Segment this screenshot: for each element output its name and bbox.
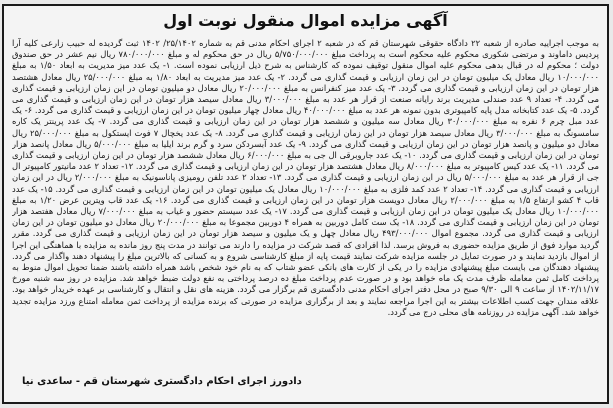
notice-title: آگهی مزایده اموال منقول نوبت اول xyxy=(163,11,448,30)
notice-body: به موجب اجراییه صادره از شعبه ۲۲ دادگاه حقوقی شهرستان قم که در شعبه ۲ اجرای احکام مدنی قم به شماره ۲۵/۱۴۰۲/ ۱۴۰۲ ثبت گردیده له حبیب زارعی کلیه آرا پردیس داماوند و مرتضی شکوری محکوم علیه محکوم است به پرداخت مبلغ ۵/۷۵۰/۰۰۰/۰۰۰ ریال در حق محکوم له و مبلغ ۷۸۰/۰۰۰/۰۰۰ ریال نیم عشر در حق صندوق دولت ؛ محکوم له در قبال بدهی محکوم علیه اموال منقول توقیف نموده که کارشناس به شرح ذیل ارزیابی نموده است. ۱- یک عدد میز مدیریت به ابعاد ۱/۵۰ به مبلغ ۱۰/۰۰۰/۰۰۰ ریال معادل یک میلیون تومان در این زمان ارزیابی و قیمت گذاری می گردد. ۲- یک عدد میز مدیریت به ابعاد ۱/۸۰ به مبلغ ۲۵/۰۰۰/۰۰۰ ریال معادل هشتصد هزار تومان در این زمان ارزیابی و قیمت گذاری می گردد. ۳- یک عدد میز کنفرانس به مبلغ ۲۰/۰۰۰/۰۰۰ ریال معادل دو میلیون تومان در این زمان ارزیابی و قیمت گذاری می گردد. ۴- تعداد ۹ عدد صندلی مدیریت برند رایانه صنعت از قرار هر عدد به مبلغ ۳/۰۰۰/۰۰۰ ریال معادل سیصد هزار تومان در این زمان ارزیابی و قیمت گذاری می گردد. ۵- یک عدد کتابخانه مدل پایه کامپیوتری بدون نمونه هر عدد به مبلغ ۴۰/۰۰۰/۰۰۰ ریال معادل چهار میلیون تومان در این زمان ارزیابی و قیمت گذاری می گردد. ۶- یک عدد مبل چرم ۶ نفره به مبلغ ۳۰/۰۰۰/۰۰۰ ریال معادل سه میلیون و ششصد هزار تومان در این زمان ارزیابی و قیمت گذاری می گردد. ۷- یک عدد پرینتر یک کاره سامسونگ به مبلغ ۳/۰۰۰/۰۰۰ ریال معادل سیصد هزار تومان در این زمان ارزیابی و قیمت گذاری می گردد. ۸- یک عدد یخچال ۷ فوت ایستکول به مبلغ ۲۵/۰۰۰/۰۰۰ ریال معادل دو میلیون و پانصد هزار تومان در این زمان ارزیابی و قیمت گذاری می گردد. ۹- یک عدد آبسردکن سرد و گرم برند ایلیا به مبلغ ۵/۰۰۰/۰۰۰ ریال معادل پانصد هزار تومان در این زمان ارزیابی و قیمت گذاری می گردد. ۱۰- یک عدد جاروبرقی ال جی به مبلغ ۶/۰۰۰/۰۰۰ ریال معادل ششصد هزار تومان در این زمان ارزیابی و قیمت گذاری می گردد. ۱۱- یک عدد کیس کامپیوتر به مبلغ ۸/۰۰۰/۰۰۰ ریال معادل هشتصد هزار تومان در این زمان ارزیابی و قیمت گذاری می گردد. ۱۲- تعداد ۲ عدد مانیتور کامپیوتر ال جی از قرار هر عدد به مبلغ ۵/۰۰۰/۰۰۰ ریال در این زمان ارزیابی و قیمت گذاری می گردد. ۱۳- تعداد ۲ عدد تلفن رومیزی پاناسونیک به مبلغ ۲/۰۰۰/۰۰۰ ریال در این زمان ارزیابی و قیمت گذاری می گردد. ۱۴- تعداد ۲ عدد کمد فلزی به مبلغ ۱۰/۰۰۰/۰۰۰ ریال معادل یک میلیون تومان در این زمان ارزیابی و قیمت گذاری می گردد. ۱۵- یک عدد قاب ۴ کشو ارتفاع ۱/۵ به مبلغ ۲/۰۰۰/۰۰۰ ریال معادل دویست هزار تومان در این زمان ارزیابی و قیمت گذاری می گردد. ۱۶- یک عدد قاب ویترین عرض ۱/۲۰ به مبلغ ۱۰/۰۰۰/۰۰۰ ریال معادل یک میلیون تومان در این زمان ارزیابی و قیمت گذاری می گردد. ۱۷- یک عدد سیستم حضور و غیاب به مبلغ ۷/۰۰۰/۰۰۰ ریال معادل هفتصد هزار تومان در این زمان ارزیابی و قیمت گذاری می گردد. ۱۸- یک ست کامل دوربین به همراه ۴ دوربین مجموعا به مبلغ ۲۰/۰۰۰/۰۰۰ ریال معادل دو میلیون تومان در این زمان ارزیابی و قیمت گذاری می گردد. مجموع اموال ۴۹۳/۰۰۰/۰۰۰ ریال معادل چهل و یک میلیون و سیصد هزار تومان در این زمان ارزیابی و قیمت گذاری می گردد. مقرر گردید موارد فوق از طریق مزایده حضوری به فروش برسد. لذا افرادی که قصد شرکت در مزایده را دارند می توانند در مدت پنج روز مانده به مزایده با هماهنگی این اجرا از اموال بازدید نمایند و در صورت تمایل در جلسه مزایده شرکت نمایند قیمت پایه از مبلغ کارشناسی شروع و به کسانی که بالاترین مبلغ را پیشنهاد دهند واگذار می گردد. پیشنهاد دهندگان می بایست مبلغ پیشنهادی مزایده را در یکی از کارت های بانکی عضو شتاب که به نام خود شخص باشد همراه داشته باشند ضمنا تحویل اموال منوط به پرداخت کامل ثمن معامله ظرف مدت یک ماه خواهد بود و در صورت عدم پرداخت مبلغ ده درصد پرداختی به نفع دولت ضبط خواهد شد. مزایده در روز سه شنبه مورخ ۱۴۰۲/۱۱/۱۷ از ساعت ۹ الی ۹/۳۰ صبح در محل دفتر اجرای احکام مدنی دادگستری قم برگزار می گردد. هزینه های نقل و انتقال و کارشناسی بر عهده خریدار خواهد بود. علاقه مندان جهت کسب اطلاعات بیشتر به این اجرا مراجعه نمایند و بعد از برگزاری مزایده در صورتی که برنده مزایده از پرداخت ثمن معامله امتناع ورزد مزایده تجدید خواهد شد. آگهی مزایده در روزنامه های محلی درج می گردد. xyxy=(12,38,599,317)
notice-signature: دادورز اجرای احکام دادگستری شهرستان قم - ساعدی نیا xyxy=(22,376,302,387)
auction-notice xyxy=(2,4,609,404)
